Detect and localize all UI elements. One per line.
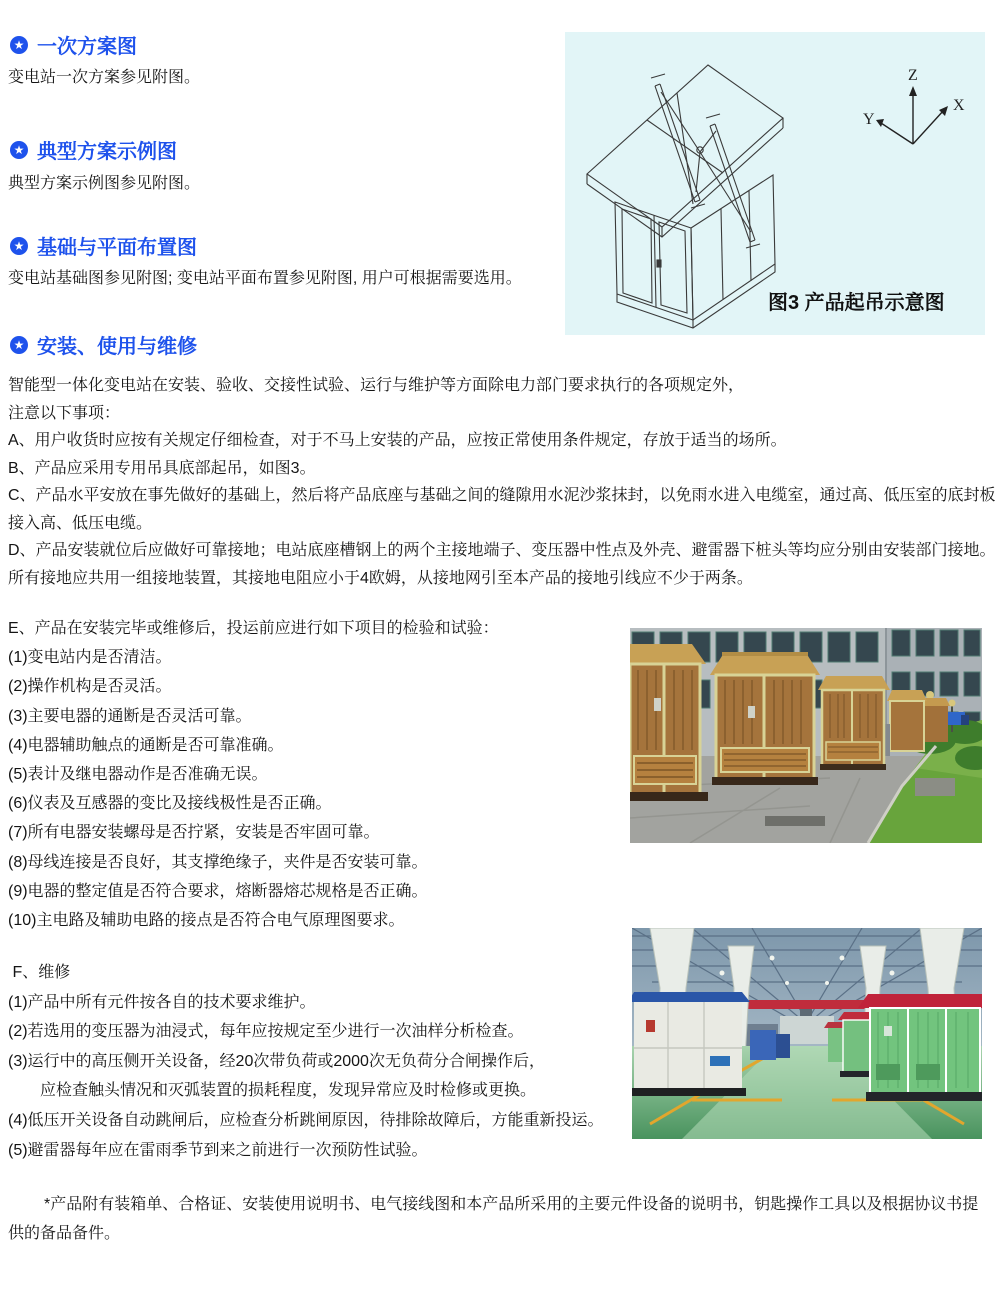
axis-label-x: X (953, 97, 965, 114)
text-line: (3)主要电器的通断是否灵活可靠。 (8, 707, 252, 725)
footer-note (8, 1191, 998, 1248)
installation-notes (8, 372, 998, 592)
text-line: (1)产品中所有元件按各自的技术要求维护。 (8, 993, 316, 1011)
section-title: 典型方案示例图 (37, 141, 177, 163)
text-line: (7)所有电器安装螺母是否拧紧，安装是否牢固可靠。 (8, 824, 380, 842)
figure3-lifting-diagram (565, 32, 985, 335)
text-line: C、产品水平安放在事先做好的基础上，然后将产品底座与基础之间的缝隙用水泥沙浆抹封，以免雨水进入电缆室，通过高、低压室的底封板 (8, 487, 996, 504)
section-heading-installation (10, 330, 197, 359)
star-circle-icon: ★ (10, 237, 28, 255)
text-line: (8)母线连接是否良好，其支撑绝缘子，夹件是否安装可靠。 (8, 853, 428, 871)
section-body-typical-scheme: 典型方案示例图参见附图。 (8, 175, 201, 192)
text-line: A、用户收货时应按有关规定仔细检查，对于不马上安装的产品，应按正常使用条件规定，存放于适当的场所。 (8, 432, 787, 449)
text-line: 供的备品备件。 (8, 1224, 121, 1242)
star-circle-icon: ★ (10, 336, 28, 354)
text-line: (2)操作机构是否灵活。 (8, 678, 172, 696)
star-circle-icon: ★ (10, 141, 28, 159)
section-body-foundation-layout: 变电站基础图参见附图; 变电站平面布置参见附图, 用户可根据需要选用。 (8, 270, 522, 287)
text-line: D、产品安装就位后应做好可靠接地；电站底座槽钢上的两个主接地端子、变压器中性点及外壳、避雷器下桩头等均应分别由安装部门接地。 (8, 542, 996, 559)
text-line: *产品附有装箱单、合格证、安装使用说明书、电气接线图和本产品所采用的主要元件设备的说明书，钥匙操作工具以及根据协议书提 (44, 1196, 979, 1213)
text-line: 所有接地应共用一组接地装置，其接地电阻应小于4欧姆，从接地网引至本产品的接地引线应不少于两条。 (8, 569, 753, 587)
text-line: (5)表计及继电器动作是否准确无误。 (8, 766, 268, 784)
text-line: (1)变电站内是否清洁。 (8, 649, 172, 667)
text-line: 智能型一体化变电站在安装、验收、交接性试验、运行与维护等方面除电力部门要求执行的各项规定外， (8, 377, 745, 394)
text-line: F、维修 (8, 964, 71, 981)
text-line: B、产品应采用专用吊具底部起吊，如图3。 (8, 459, 316, 477)
text-line: (6)仪表及互感器的变比及接线极性是否正确。 (8, 795, 332, 813)
axis-label-z: Z (908, 67, 918, 84)
text-line: 接入高、低压电缆。 (8, 514, 153, 532)
figure3-caption: 图3 产品起吊示意图 (768, 292, 945, 314)
text-line: 注意以下事项： (8, 404, 121, 422)
axis-label-y: Y (863, 111, 875, 128)
text-line: 应检查触头情况和灭弧装置的损耗程度，发现异常应及时检修或更换。 (8, 1082, 537, 1100)
photo-outdoor-substations (630, 628, 982, 843)
star-circle-icon: ★ (10, 36, 28, 54)
text-line: (4)低压开关设备自动跳闸后，应检查分析跳闸原因，待排除故障后，方能重新投运。 (8, 1111, 604, 1129)
inspection-checklist (8, 614, 623, 935)
text-line: (10)主电路及辅助电路的接点是否符合电气原理图要求。 (8, 912, 405, 930)
section-heading-foundation-layout (10, 231, 197, 260)
section-title: 基础与平面布置图 (37, 237, 197, 259)
text-line: E、产品在安装完毕或维修后，投运前应进行如下项目的检验和试验： (8, 620, 499, 637)
maintenance-notes (8, 958, 623, 1165)
section-title: 一次方案图 (37, 36, 137, 58)
text-line: (5)避雷器每年应在雷雨季节到来之前进行一次预防性试验。 (8, 1141, 428, 1159)
photo-indoor-workshop (632, 928, 982, 1139)
text-line: (3)运行中的高压侧开关设备，经20次带负荷或2000次无负荷分合闸操作后， (8, 1052, 545, 1070)
section-heading-typical-scheme (10, 135, 177, 164)
section-body-primary-scheme: 变电站一次方案参见附图。 (8, 69, 201, 86)
section-heading-primary-scheme (10, 30, 137, 59)
text-line: (4)电器辅助触点的通断是否可靠准确。 (8, 736, 284, 754)
text-line: (2)若选用的变压器为油浸式，每年应按规定至少进行一次油样分析检查。 (8, 1023, 524, 1041)
section-title: 安装、使用与维修 (37, 336, 197, 358)
text-line: (9)电器的整定值是否符合要求，熔断器熔芯规格是否正确。 (8, 882, 428, 900)
xyz-axes-icon (876, 86, 948, 144)
